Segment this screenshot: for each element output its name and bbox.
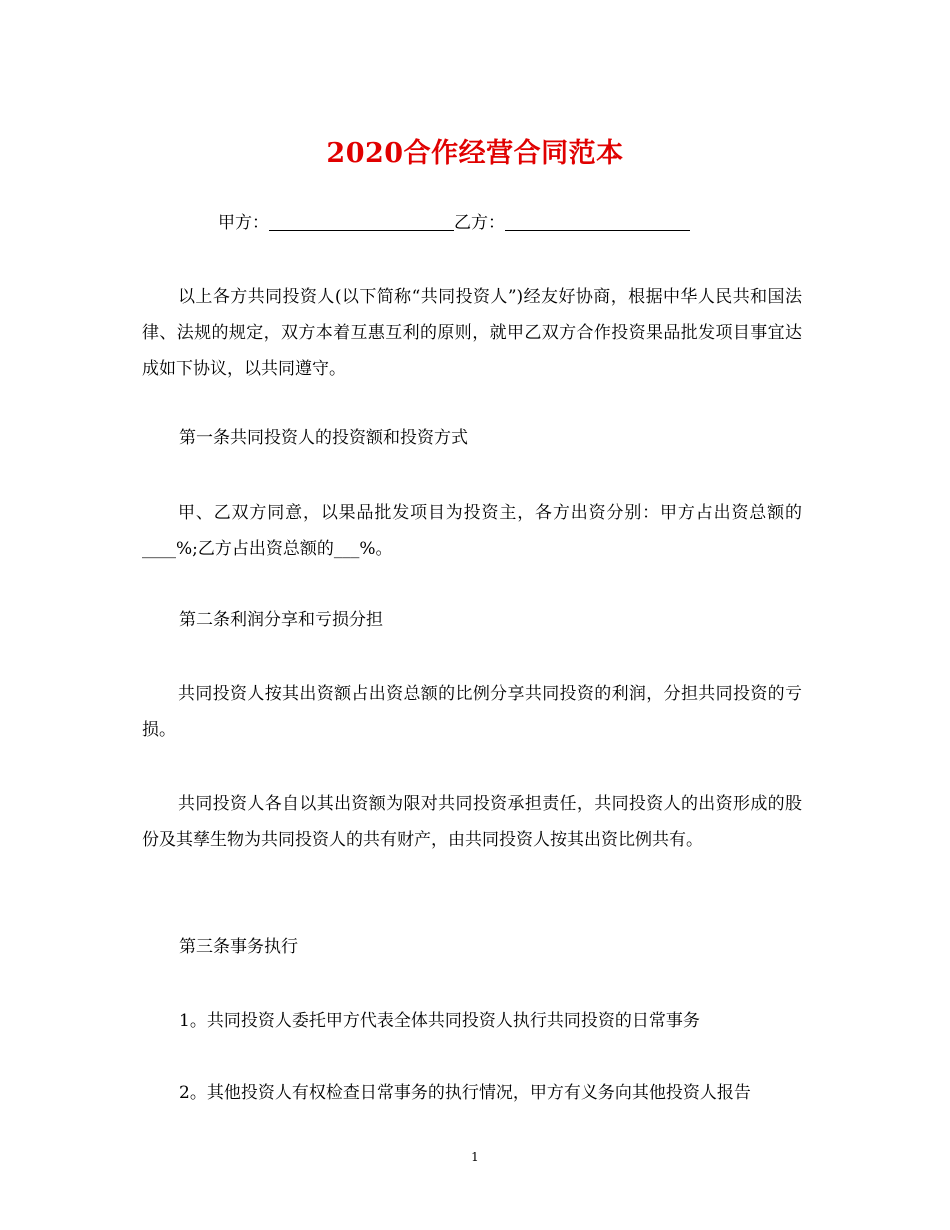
party-b-blank (505, 212, 690, 231)
page-number: 1 (471, 1150, 479, 1164)
article3-title: 第三条事务执行 (179, 937, 298, 957)
article3-item-2: 2。其他投资人有权检查日常事务的执行情况，甲方有义务向其他投资人报告 (179, 1083, 751, 1103)
article1-body: 甲、乙双方同意，以果品批发项目为投资主，各方出资分别：甲方占出资总额的____%;乙方占出资总额的___%。 (142, 503, 802, 559)
article2-title: 第二条利润分享和亏损分担 (179, 610, 383, 630)
document-title: 2020合作经营合同范本 (326, 138, 624, 169)
article3-item-1: 1。共同投资人委托甲方代表全体共同投资人执行共同投资的日常事务 (179, 1011, 700, 1031)
party-b-label: 乙方： (454, 213, 505, 233)
party-a-blank (269, 212, 454, 231)
article1-title: 第一条共同投资人的投资额和投资方式 (179, 428, 468, 448)
article2-body1: 共同投资人按其出资额占出资总额的比例分享共同投资的利润，分担共同投资的亏损。 (142, 684, 802, 740)
parties-line (218, 210, 690, 236)
party-a-label: 甲方： (218, 213, 269, 233)
intro-paragraph: 以上各方共同投资人(以下简称“共同投资人”)经友好协商，根据中华人民共和国法律、法规的规定，双方本着互惠互利的原则，就甲乙双方合作投资果品批发项目事宜达成如下协议，以共同遵守。 (142, 287, 802, 379)
article2-body2: 共同投资人各自以其出资额为限对共同投资承担责任，共同投资人的出资形成的股份及其孳生物为共同投资人的共有财产，由共同投资人按其出资比例共有。 (142, 794, 802, 850)
